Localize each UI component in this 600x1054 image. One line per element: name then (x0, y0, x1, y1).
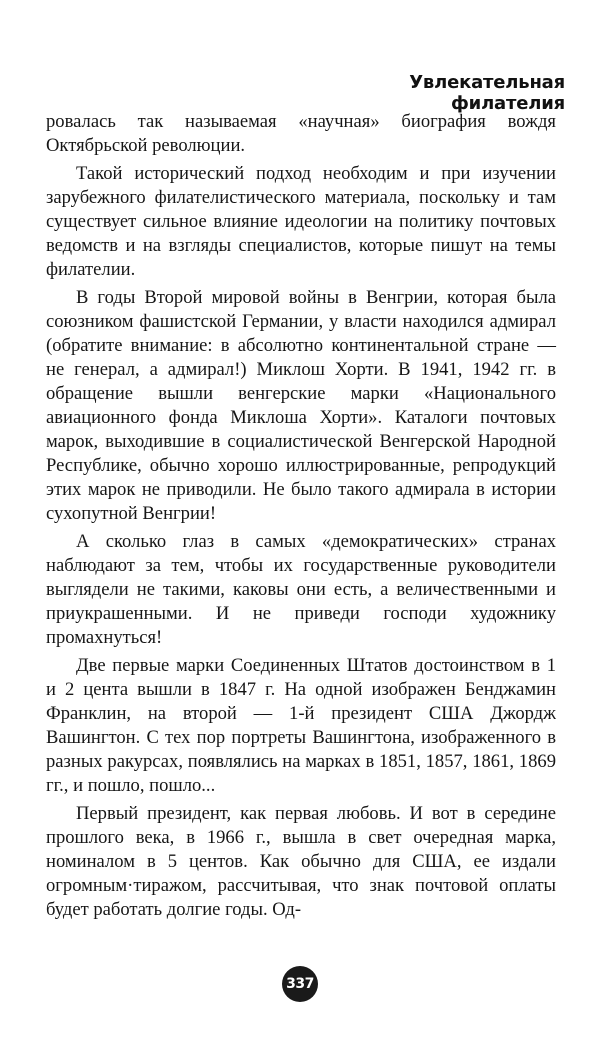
paragraph-5: Две первые марки Соединенных Штатов достоинством в 1 и 2 цента вышли в 1847 г. На одной изображен Бенджамин Франклин, на второй — 1-й президент США Джордж Вашингтон. С тех пор портреты Вашингтона, изображенного в разных ракурсах, появлялись на марках в 1851, 1857, 1861, 1869 гг., и пошло, пошло... (46, 655, 556, 796)
running-title: Увлекательная филателия (409, 72, 565, 114)
body-text (46, 110, 556, 926)
paragraph-6: Первый президент, как первая любовь. И вот в середине прошлого века, в 1966 г., вышла в свет очередная марка, номиналом в 5 центов. Как обычно для США, ее издали огромным·тиражом, рассчитывая, что знак почтовой оплаты будет работать долгие годы. Од- (46, 803, 556, 920)
paragraph-1: ровалась так называемая «научная» биография вождя Октябрьской революции. (46, 111, 556, 156)
paragraph-4: А сколько глаз в самых «демократических» странах наблюдают за тем, чтобы их государственные руководители выглядели не такими, каковы они есть, а величественными и приукрашенными. И не приведи господи художнику промахнуться! (46, 531, 556, 648)
page-number-badge: 337 (282, 966, 318, 1002)
paragraph-3: В годы Второй мировой войны в Венгрии, которая была союзником фашистской Германии, у власти находился адмирал (обратите внимание: в абсолютно континентальной стране — не генерал, а адмирал!) Миклош Хорти. В 1941, 1942 гг. в обращение вышли венгерские марки «Национального авиационного фонда Миклоша Хорти». Каталоги почтовых марок, выходившие в социалистической Венгерской Народной Республике, обычно хорошо иллюстрированные, репродукций этих марок не приводили. Не было такого адмирала в истории сухопутной Венгрии! (46, 287, 556, 524)
paragraph-2: Такой исторический подход необходим и при изучении зарубежного филателистического материала, поскольку и там существует сильное влияние идеологии на политику почтовых ведомств и на взгляды специалистов, которые пишут на темы филателии. (46, 163, 556, 280)
